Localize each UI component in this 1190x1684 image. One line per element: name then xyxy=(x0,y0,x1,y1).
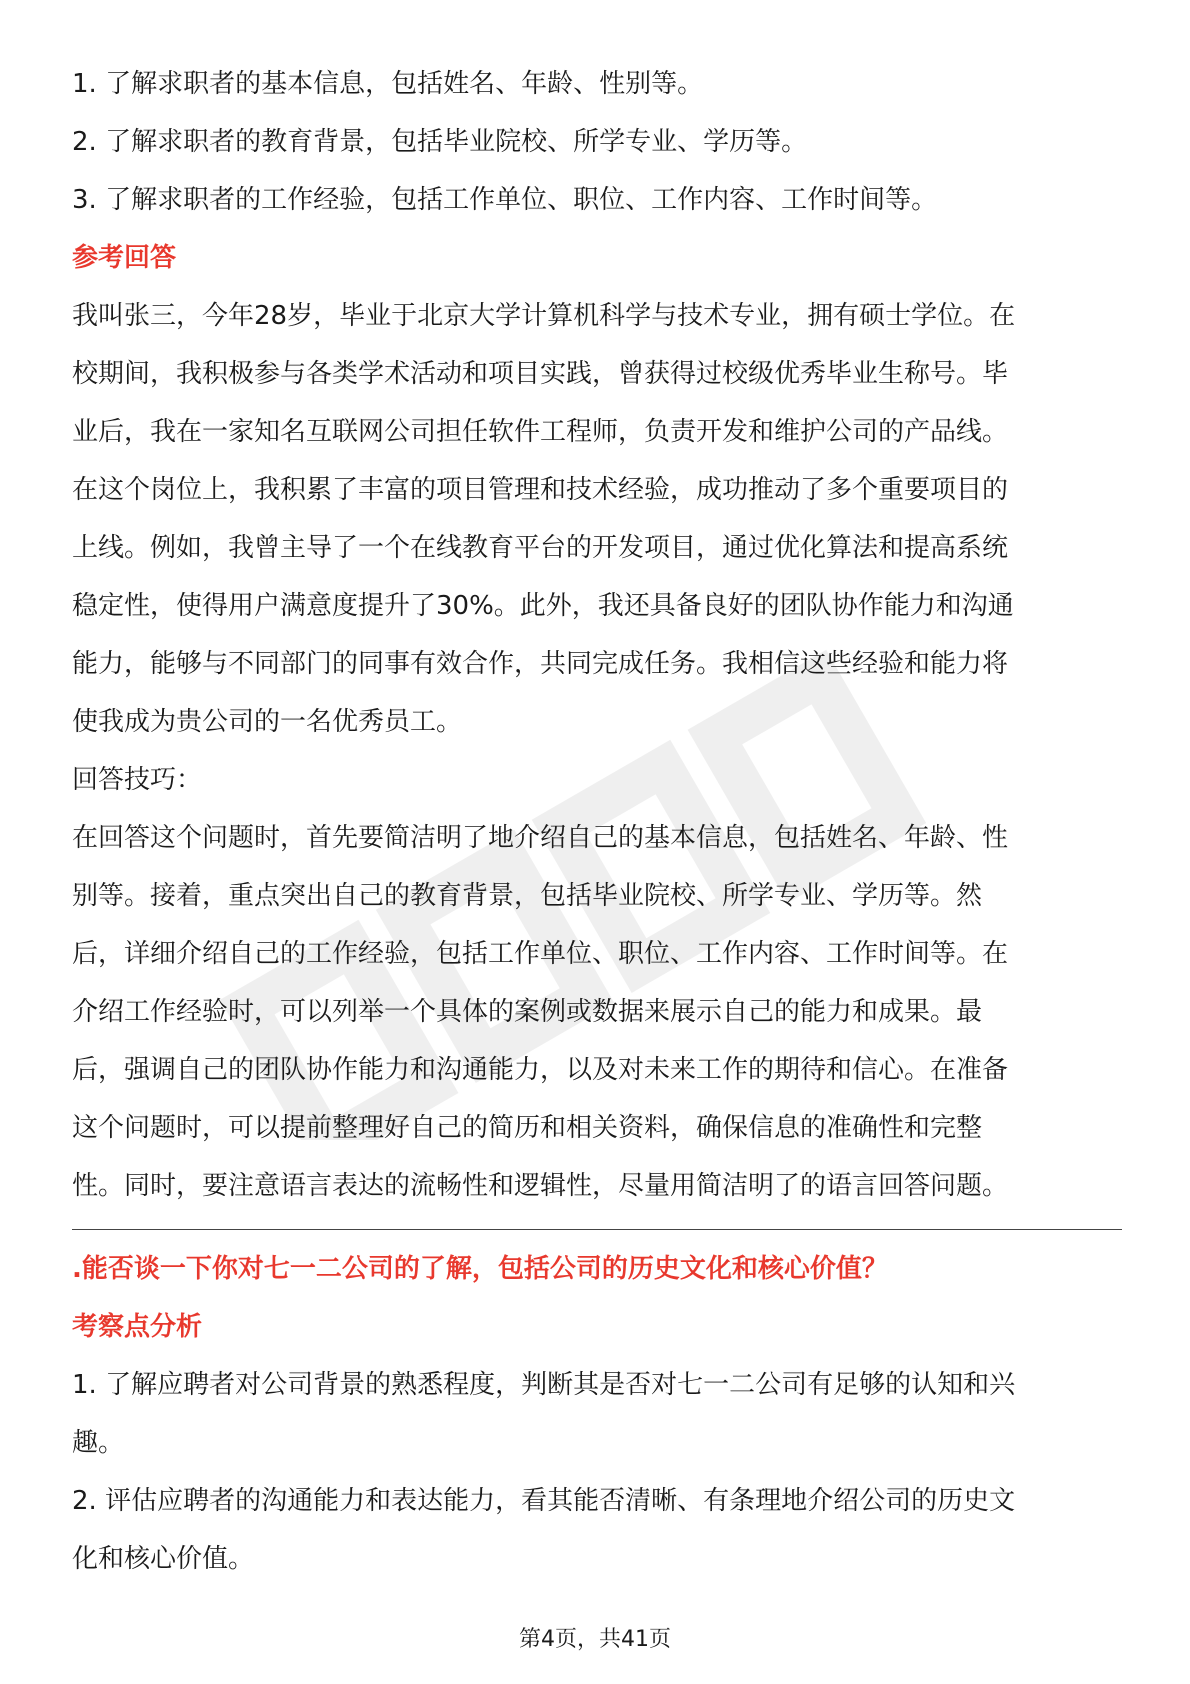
text-line: 这个问题时，可以提前整理好自己的简历和相关资料，确保信息的准确性和完整 xyxy=(72,1113,983,1143)
section-divider xyxy=(72,1229,1122,1230)
list-item: 2. 了解求职者的教育背景，包括毕业院校、所学专业、学历等。 xyxy=(72,127,808,157)
text-line: 我叫张三，今年28岁，毕业于北京大学计算机科学与技术专业，拥有硕士学位。在 xyxy=(72,301,1016,331)
tips-heading: 回答技巧： xyxy=(72,765,203,795)
text-line: 上线。例如，我曾主导了一个在线教育平台的开发项目，通过优化算法和提高系统 xyxy=(72,533,1009,563)
list-item: 3. 了解求职者的工作经验，包括工作单位、职位、工作内容、工作时间等。 xyxy=(72,185,938,215)
analysis-heading: 考察点分析 xyxy=(72,1312,203,1342)
text-line: 趣。 xyxy=(72,1428,125,1458)
reference-answer xyxy=(72,287,1122,751)
text-line: 介绍工作经验时，可以列举一个具体的案例或数据来展示自己的能力和成果。最 xyxy=(72,997,983,1027)
reference-heading: 参考回答 xyxy=(72,243,177,273)
question-title: .能否谈一下你对七一二公司的了解，包括公司的历史文化和核心价值？ xyxy=(72,1254,888,1284)
text-line: 在回答这个问题时，首先要简洁明了地介绍自己的基本信息，包括姓名、年龄、性 xyxy=(72,823,1009,853)
page-number: 第4页，共41页 xyxy=(519,1627,671,1652)
text-line: 化和核心价值。 xyxy=(72,1544,255,1574)
analysis-list xyxy=(72,1356,1122,1588)
tips-paragraph xyxy=(72,809,1122,1215)
document-page xyxy=(72,55,1122,1588)
text-line: 后，强调自己的团队协作能力和沟通能力，以及对未来工作的期待和信心。在准备 xyxy=(72,1055,1009,1085)
text-line: 校期间，我积极参与各类学术活动和项目实践，曾获得过校级优秀毕业生称号。毕 xyxy=(72,359,1009,389)
text-line: 2. 评估应聘者的沟通能力和表达能力，看其能否清晰、有条理地介绍公司的历史文 xyxy=(72,1486,1016,1516)
text-line: 后，详细介绍自己的工作经验，包括工作单位、职位、工作内容、工作时间等。在 xyxy=(72,939,1009,969)
list-item: 1. 了解求职者的基本信息，包括姓名、年龄、性别等。 xyxy=(72,69,704,99)
text-line: 业后，我在一家知名互联网公司担任软件工程师，负责开发和维护公司的产品线。 xyxy=(72,417,1009,447)
text-line: 在这个岗位上，我积累了丰富的项目管理和技术经验，成功推动了多个重要项目的 xyxy=(72,475,1009,505)
text-line: 1. 了解应聘者对公司背景的熟悉程度，判断其是否对七一二公司有足够的认知和兴 xyxy=(72,1370,1016,1400)
text-line: 使我成为贵公司的一名优秀员工。 xyxy=(72,707,463,737)
text-line: 能力，能够与不同部门的同事有效合作，共同完成任务。我相信这些经验和能力将 xyxy=(72,649,1009,679)
text-line: 别等。接着，重点突出自己的教育背景，包括毕业院校、所学专业、学历等。然 xyxy=(72,881,983,911)
text-line: 稳定性，使得用户满意度提升了30%。此外，我还具备良好的团队协作能力和沟通 xyxy=(72,591,1014,621)
text-line: 性。同时，要注意语言表达的流畅性和逻辑性，尽量用简洁明了的语言回答问题。 xyxy=(72,1171,1009,1201)
